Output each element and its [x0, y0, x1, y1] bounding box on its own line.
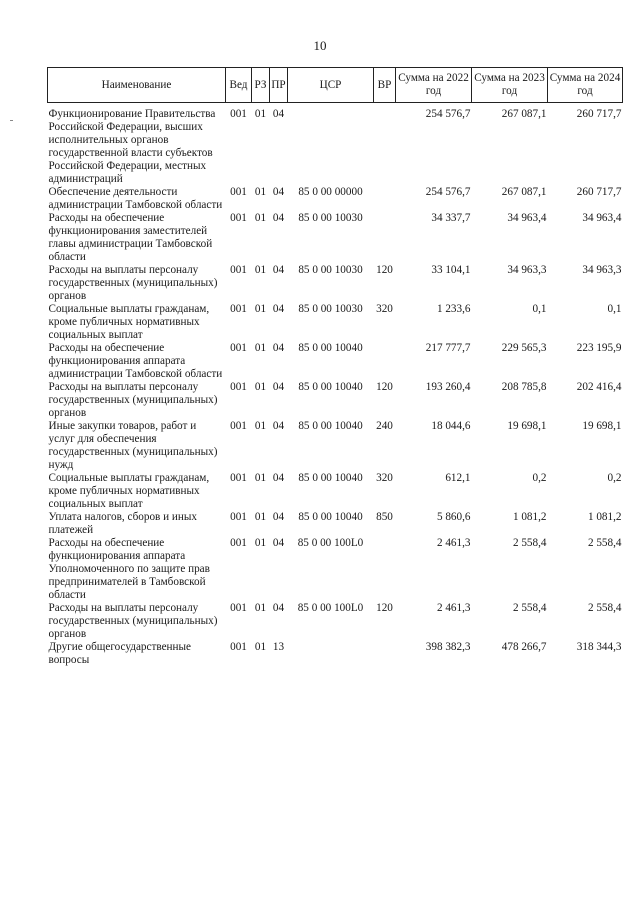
row-rz: 01 [254, 641, 267, 653]
row-ved: 001 [230, 511, 247, 523]
margin-mark [10, 120, 13, 121]
row-name: Расходы на обеспечение функционирования аппарата Уполномоченного по защите прав предпринимателей в Тамбовской области [48, 537, 210, 601]
row-rz: 01 [254, 342, 267, 354]
row-name: Расходы на обеспечение функционирования аппарата администрации Тамбовской области [48, 342, 223, 380]
row-ved: 001 [230, 303, 247, 315]
row-sum-2022: 33 104,1 [431, 264, 471, 276]
table-row [48, 511, 623, 537]
row-csr: 85 0 00 10030 [298, 212, 363, 224]
row-rz: 01 [254, 212, 267, 224]
row-sum-2024: 260 717,7 [576, 186, 622, 198]
row-csr: 85 0 00 10040 [298, 381, 363, 393]
header-ved: Вед [226, 68, 252, 103]
row-pr: 04 [272, 381, 285, 393]
row-ved: 001 [230, 381, 247, 393]
row-vr [374, 537, 396, 602]
row-sum-2024: 0,2 [607, 472, 622, 484]
row-sum-2022: 254 576,7 [425, 186, 471, 198]
row-rz: 01 [254, 420, 267, 432]
row-sum-2022: 193 260,4 [425, 381, 471, 393]
row-csr [288, 641, 374, 667]
row-name: Расходы на выплаты персоналу государственных (муниципальных) органов [48, 264, 218, 302]
row-rz: 01 [254, 511, 267, 523]
row-vr [374, 212, 396, 264]
row-vr: 120 [376, 602, 393, 614]
row-sum-2024: 0,1 [607, 303, 622, 315]
row-csr: 85 0 00 100L0 [297, 537, 364, 549]
row-sum-2023: 267 087,1 [501, 186, 547, 198]
row-csr: 85 0 00 100L0 [297, 602, 364, 614]
row-vr [374, 186, 396, 212]
row-csr: 85 0 00 10040 [298, 420, 363, 432]
row-sum-2022: 2 461,3 [436, 602, 471, 614]
table-row [48, 212, 623, 264]
row-name: Расходы на выплаты персоналу государственных (муниципальных) органов [48, 381, 218, 419]
row-sum-2024: 318 344,3 [576, 641, 622, 653]
table-row [48, 186, 623, 212]
table-row [48, 303, 623, 342]
table-row [48, 420, 623, 472]
row-sum-2022: 1 233,6 [436, 303, 471, 315]
row-ved: 001 [230, 186, 247, 198]
header-name: Наименование [48, 68, 226, 103]
row-vr [374, 108, 396, 186]
row-rz: 01 [254, 108, 267, 120]
row-name: Обеспечение деятельности администрации Тамбовской области [48, 186, 223, 211]
row-sum-2023: 208 785,8 [501, 381, 547, 393]
header-pr: ПР [270, 68, 288, 103]
row-vr: 120 [376, 264, 393, 276]
row-name: Функционирование Правительства Российской Федерации, высших исполнительных органов государственной власти субъектов Российской Федерации, местных администраций [48, 108, 216, 185]
row-pr: 04 [272, 342, 285, 354]
row-vr: 320 [376, 303, 393, 315]
row-csr: 85 0 00 10030 [298, 303, 363, 315]
row-pr: 13 [272, 641, 285, 653]
row-pr: 04 [272, 511, 285, 523]
row-sum-2024: 34 963,3 [582, 264, 622, 276]
row-csr: 85 0 00 10030 [298, 264, 363, 276]
row-sum-2023: 0,1 [532, 303, 547, 315]
row-sum-2024: 223 195,9 [576, 342, 622, 354]
row-pr: 04 [272, 537, 285, 549]
row-csr: 85 0 00 00000 [298, 186, 363, 198]
row-ved: 001 [230, 641, 247, 653]
row-pr: 04 [272, 303, 285, 315]
row-ved: 001 [230, 212, 247, 224]
row-ved: 001 [230, 342, 247, 354]
row-name: Социальные выплаты гражданам, кроме публичных нормативных социальных выплат [48, 303, 210, 341]
row-rz: 01 [254, 381, 267, 393]
row-sum-2023: 229 565,3 [501, 342, 547, 354]
row-sum-2023: 0,2 [532, 472, 547, 484]
row-sum-2022: 217 777,7 [425, 342, 471, 354]
row-sum-2022: 254 576,7 [425, 108, 471, 120]
row-ved: 001 [230, 472, 247, 484]
row-name: Расходы на обеспечение функционирования заместителей главы администрации Тамбовской области [48, 212, 213, 263]
header-sum-2024: Сумма на 2024 год [548, 68, 623, 103]
row-ved: 001 [230, 537, 247, 549]
row-name: Расходы на выплаты персоналу государственных (муниципальных) органов [48, 602, 218, 640]
table-row [48, 641, 623, 667]
table-row [48, 602, 623, 641]
row-pr: 04 [272, 108, 285, 120]
row-name: Другие общегосударственные вопросы [48, 641, 192, 666]
row-rz: 01 [254, 537, 267, 549]
table-row [48, 381, 623, 420]
row-vr: 320 [376, 472, 393, 484]
row-pr: 04 [272, 212, 285, 224]
table-row [48, 264, 623, 303]
row-sum-2023: 1 081,2 [512, 511, 547, 523]
table-header-row [48, 68, 623, 103]
table-row [48, 108, 623, 186]
row-sum-2023: 34 963,3 [507, 264, 547, 276]
row-ved: 001 [230, 420, 247, 432]
row-sum-2022: 18 044,6 [431, 420, 471, 432]
row-sum-2023: 2 558,4 [512, 602, 547, 614]
row-sum-2023: 267 087,1 [501, 108, 547, 120]
table-row [48, 472, 623, 511]
row-vr: 240 [376, 420, 393, 432]
row-vr [374, 342, 396, 381]
row-vr [374, 641, 396, 667]
row-rz: 01 [254, 186, 267, 198]
row-sum-2024: 34 963,4 [582, 212, 622, 224]
row-sum-2022: 34 337,7 [431, 212, 471, 224]
row-rz: 01 [254, 303, 267, 315]
row-sum-2024: 2 558,4 [587, 537, 622, 549]
row-pr: 04 [272, 420, 285, 432]
table-row [48, 537, 623, 602]
header-rz: РЗ [252, 68, 270, 103]
row-rz: 01 [254, 602, 267, 614]
row-name: Социальные выплаты гражданам, кроме публичных нормативных социальных выплат [48, 472, 210, 510]
header-csr: ЦСР [288, 68, 374, 103]
row-sum-2023: 34 963,4 [507, 212, 547, 224]
row-csr [288, 108, 374, 186]
row-sum-2022: 398 382,3 [425, 641, 471, 653]
row-ved: 001 [230, 602, 247, 614]
row-name: Уплата налогов, сборов и иных платежей [48, 511, 198, 536]
row-pr: 04 [272, 264, 285, 276]
row-csr: 85 0 00 10040 [298, 342, 363, 354]
header-vr: ВР [374, 68, 396, 103]
row-sum-2023: 478 266,7 [501, 641, 547, 653]
page-number: 10 [313, 38, 327, 53]
row-vr: 850 [376, 511, 393, 523]
budget-table [47, 67, 623, 667]
header-sum-2022: Сумма на 2022 год [396, 68, 472, 103]
row-sum-2024: 2 558,4 [587, 602, 622, 614]
row-pr: 04 [272, 602, 285, 614]
row-sum-2022: 5 860,6 [436, 511, 471, 523]
row-ved: 001 [230, 108, 247, 120]
row-pr: 04 [272, 186, 285, 198]
row-sum-2022: 612,1 [445, 472, 471, 484]
row-vr: 120 [376, 381, 393, 393]
header-sum-2023: Сумма на 2023 год [472, 68, 548, 103]
row-sum-2023: 2 558,4 [512, 537, 547, 549]
row-pr: 04 [272, 472, 285, 484]
row-name: Иные закупки товаров, работ и услуг для обеспечения государственных (муниципальных) нужд [48, 420, 218, 471]
row-ved: 001 [230, 264, 247, 276]
row-sum-2024: 19 698,1 [582, 420, 622, 432]
row-rz: 01 [254, 472, 267, 484]
row-rz: 01 [254, 264, 267, 276]
table-row [48, 342, 623, 381]
row-sum-2024: 1 081,2 [587, 511, 622, 523]
row-sum-2024: 260 717,7 [576, 108, 622, 120]
row-sum-2022: 2 461,3 [436, 537, 471, 549]
row-csr: 85 0 00 10040 [298, 511, 363, 523]
row-sum-2023: 19 698,1 [507, 420, 547, 432]
row-sum-2024: 202 416,4 [576, 381, 622, 393]
row-csr: 85 0 00 10040 [298, 472, 363, 484]
